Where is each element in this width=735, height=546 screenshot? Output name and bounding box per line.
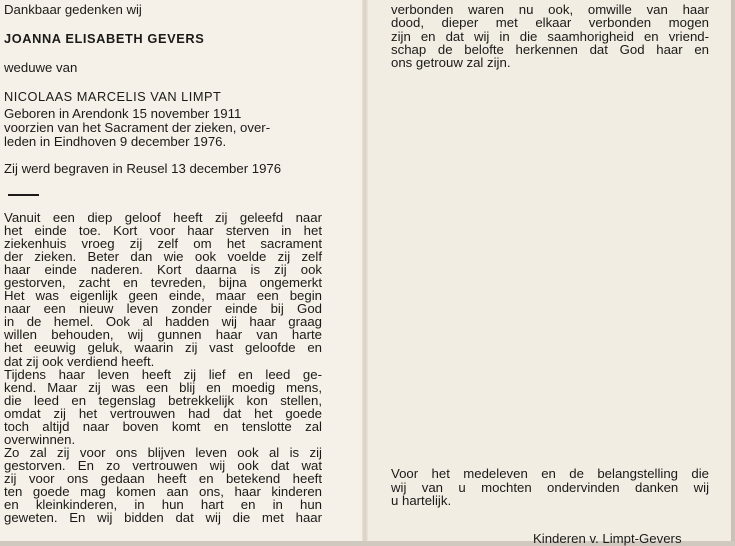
- body-text: [4, 211, 322, 524]
- body-line: toch altijd naar boven komt en tenslotte zal: [4, 418, 322, 434]
- continuation-line: schap de belofte herkennen dat God haar en: [391, 41, 709, 57]
- body-line: ziekenhuis vroeg zij zelf om het sacrament: [4, 236, 322, 252]
- body-line: zij voor ons gedaan heeft en betekend heeft: [4, 470, 322, 486]
- body-line: Tijdens haar leven heeft zij lief en leed ge-: [4, 366, 322, 382]
- body-line: geweten. En wij bidden dat wij die met haar: [4, 510, 322, 526]
- body-line: kend. Maar zij was een blij en moedig mens,: [4, 379, 322, 395]
- card-edge: [731, 0, 735, 541]
- body-line: ten goede mag komen aan ons, haar kinderen: [4, 483, 322, 499]
- continuation-line: ons getrouw zal zijn.: [391, 55, 511, 71]
- body-line: dat zij ook verdiend heeft.: [4, 353, 155, 369]
- body-line: en kleinkinderen, in hun hart en in hun: [4, 497, 322, 513]
- spouse-name: NICOLAAS MARCELIS VAN LIMPT: [4, 89, 222, 104]
- body-line: Zo zal zij voor ons blijven leven ook al is zij: [4, 444, 322, 460]
- thanks-line: wij van u mochten ondervinden danken wij: [391, 479, 709, 495]
- continuation-text: [391, 3, 709, 69]
- body-line: in de hemel. Ook al hadden wij haar graag: [4, 314, 322, 330]
- right-panel: [368, 0, 735, 541]
- body-line: gestorven. En zo vertrouwen wij ook dat wat: [4, 457, 322, 473]
- birth-line-2: voorzien van het Sacrament der zieken, over-: [4, 120, 271, 135]
- divider-rule: [8, 194, 39, 196]
- left-panel: [0, 0, 362, 541]
- body-line: willen behouden, wij gunnen haar van harte: [4, 327, 322, 343]
- birth-line-3: leden in Eindhoven 9 december 1976.: [4, 134, 227, 149]
- relation-line: weduwe van: [4, 60, 78, 75]
- thanks-text: [391, 467, 709, 508]
- deceased-name: JOANNA ELISABETH GEVERS: [4, 31, 205, 46]
- body-line: het einde toe. Kort voor haar sterven in het: [4, 223, 322, 239]
- birth-line-1: Geboren in Arendonk 15 november 1911: [4, 106, 242, 121]
- family-signature: Kinderen v. Limpt-Gevers: [533, 531, 682, 546]
- body-line: omdat zij het vertrouwen had dat het goede: [4, 405, 322, 421]
- body-line: die leed en tegenslag betrekkelijk kon stellen,: [4, 392, 322, 408]
- body-line: Vanuit een diep geloof heeft zij geleefd naar: [4, 210, 322, 225]
- thanks-line: Voor het medeleven en de belangstelling die: [391, 466, 709, 481]
- thanks-line: u hartelijk.: [391, 493, 452, 508]
- continuation-line: zijn en dat wij in die saamhorigheid en vriend-: [391, 28, 709, 44]
- body-line: overwinnen.: [4, 431, 76, 447]
- body-line: der zieken. Beter dan wie ook voelde zij zelf: [4, 249, 322, 265]
- continuation-line: verbonden waren nu ook, omwille van haar: [391, 2, 709, 17]
- body-line: het eeuwig geluk, waarin zij vast geloofde en: [4, 340, 322, 356]
- body-line: haar einde naderen. Kort daarna is zij ook: [4, 262, 322, 278]
- body-line: Het was eigenlijk geen einde, maar een begin: [4, 288, 322, 304]
- continuation-line: dood, dieper met elkaar verbonden mogen: [391, 15, 709, 31]
- body-line: naar een nieuw leven zonder einde bij God: [4, 301, 322, 317]
- intro-line: Dankbaar gedenken wij: [4, 2, 142, 17]
- burial-line: Zij werd begraven in Reusel 13 december 1976: [4, 161, 282, 176]
- body-line: gestorven, zacht en tevreden, bijna ongemerkt: [4, 275, 322, 291]
